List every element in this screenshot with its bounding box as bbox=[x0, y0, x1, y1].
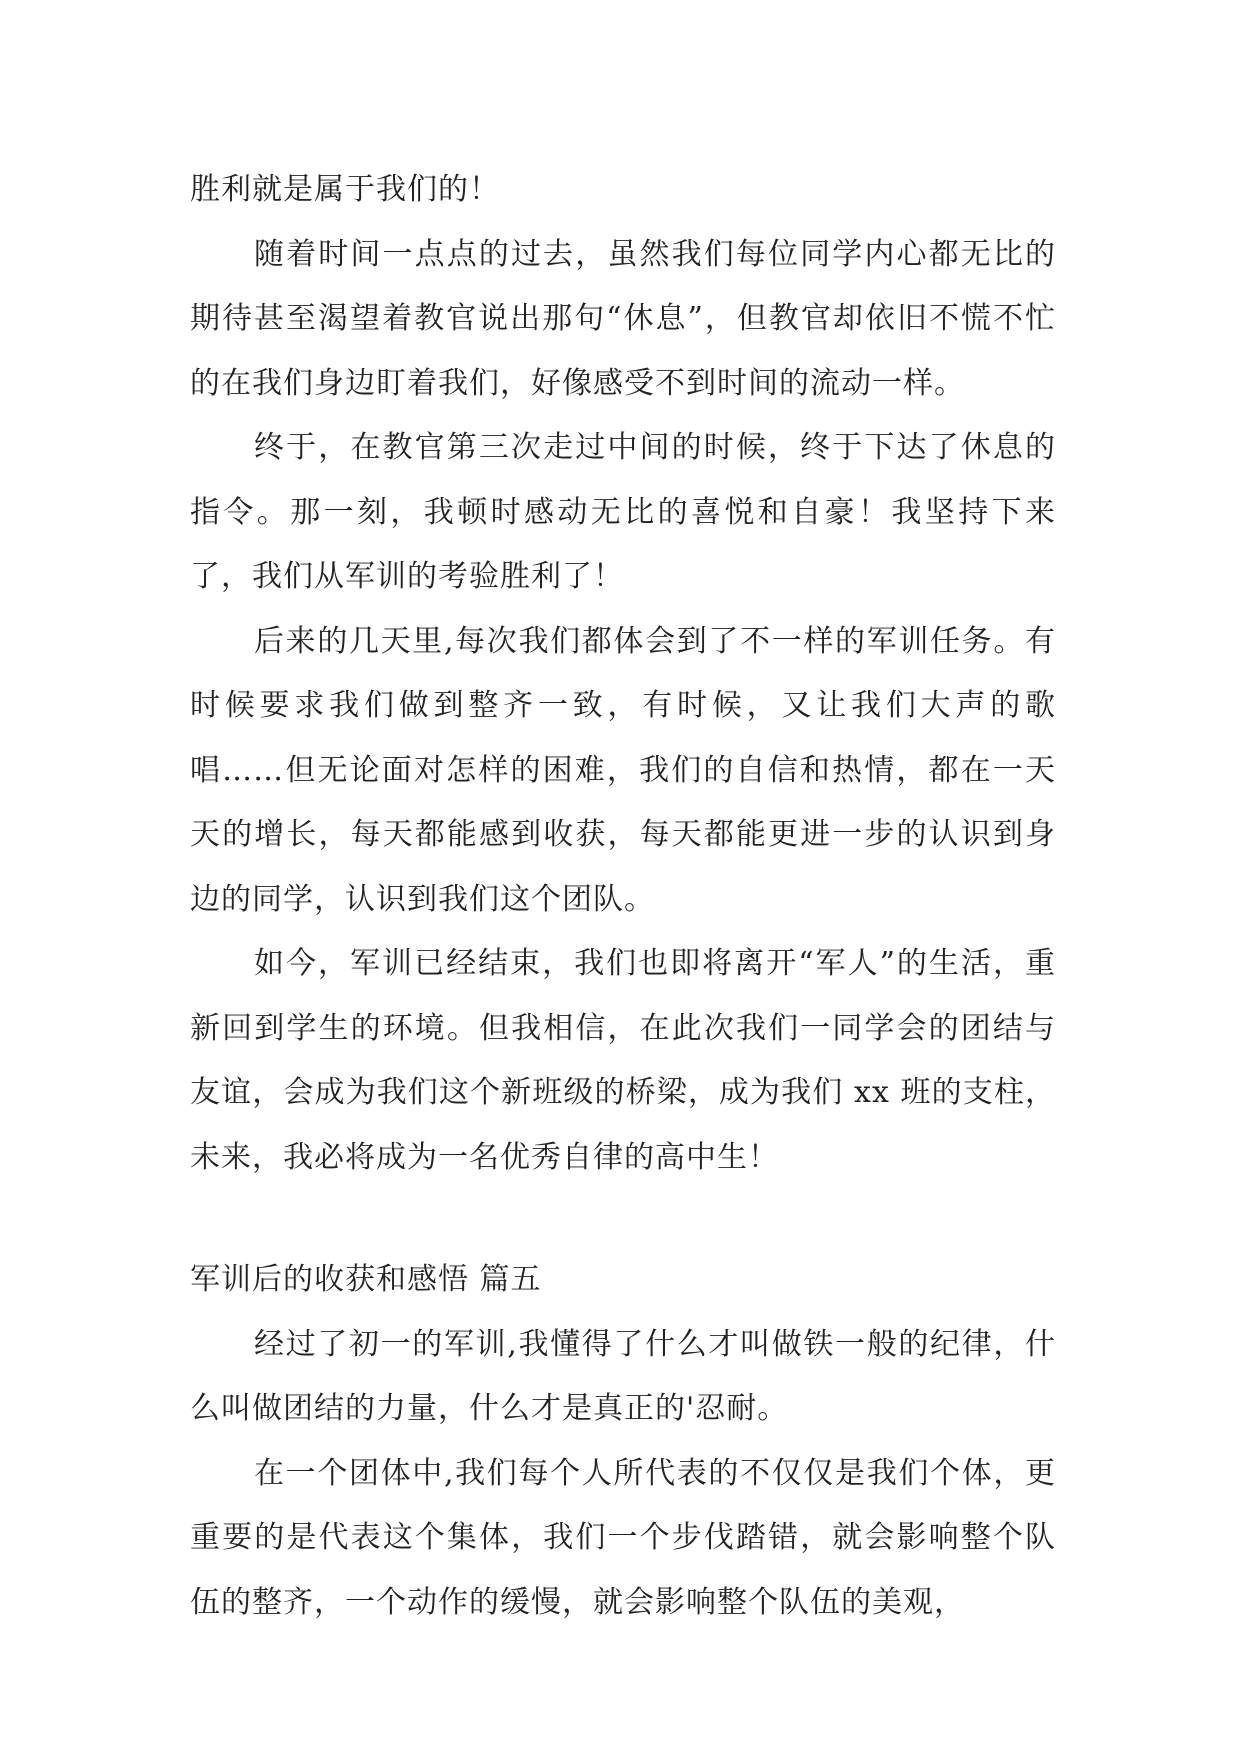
section-heading: 军训后的收获和感悟 篇五 bbox=[190, 1262, 542, 1297]
paragraph: 如今，军训已经结束，我们也即将离开“军人”的生活，重新回到学生的环境。但我相信，在此次我们一同学会的团结与友谊，会成为我们这个新班级的桥梁，成为我们 xx 班的支柱，未来，我必将成为一名优秀自律的高中生！ bbox=[190, 946, 1056, 1175]
paragraph: 在一个团体中,我们每个人所代表的不仅仅是我们个体，更重要的是代表这个集体，我们一个步伐踏错，就会影响整个队伍的整齐，一个动作的缓慢，就会影响整个队伍的美观， bbox=[190, 1455, 1056, 1620]
paragraph: 经过了初一的军训,我懂得了什么才叫做铁一般的纪律，什么叫做团结的力量，什么才是真正的'忍耐。 bbox=[190, 1326, 1056, 1426]
document-body bbox=[190, 158, 1056, 1635]
paragraph-continuation: 胜利就是属于我们的！ bbox=[190, 172, 500, 207]
paragraph: 终于，在教官第三次走过中间的时候，终于下达了休息的指令。那一刻，我顿时感动无比的喜悦和自豪！我坚持下来了，我们从军训的考验胜利了！ bbox=[190, 430, 1056, 594]
paragraph: 后来的几天里,每次我们都体会到了不一样的军训任务。有时候要求我们做到整齐一致，有时候，又让我们大声的歌唱……但无论面对怎样的困难，我们的自信和热情，都在一天天的增长，每天都能感到收获，每天都能更进一步的认识到身边的同学，认识到我们这个团队。 bbox=[190, 623, 1056, 917]
paragraph: 随着时间一点点的过去，虽然我们每位同学内心都无比的期待甚至渴望着教官说出那句“休息”，但教官却依旧不慌不忙的在我们身边盯着我们，好像感受不到时间的流动一样。 bbox=[190, 236, 1056, 401]
